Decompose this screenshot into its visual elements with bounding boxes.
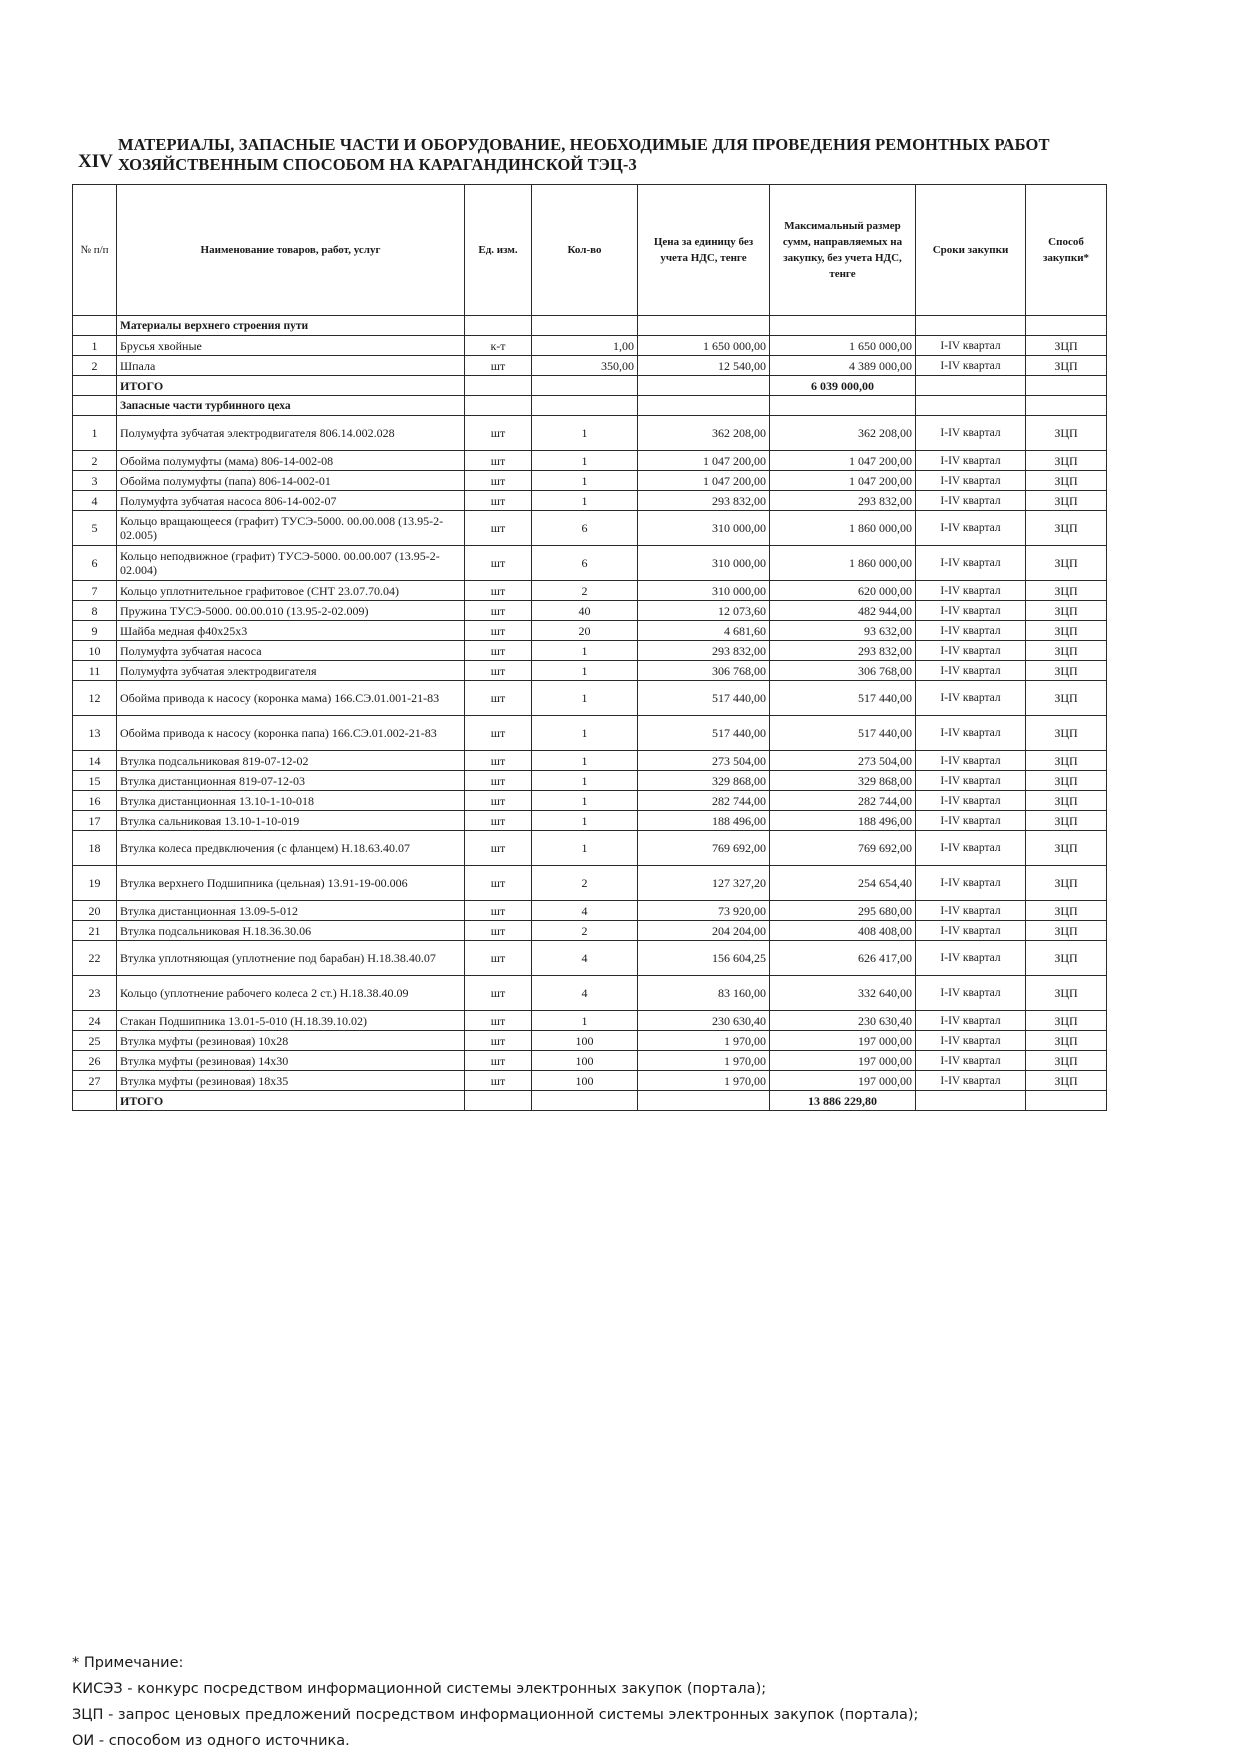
cell-num: 4 <box>73 491 117 511</box>
cell-price: 310 000,00 <box>638 511 770 546</box>
cell-num: 7 <box>73 581 117 601</box>
cell-period: I-IV квартал <box>916 866 1026 901</box>
cell-price: 73 920,00 <box>638 901 770 921</box>
header-unit: Ед. изм. <box>465 185 532 316</box>
cell-period: I-IV квартал <box>916 581 1026 601</box>
cell-name: Кольцо (уплотнение рабочего колеса 2 ст.) Н.18.38.40.09 <box>117 976 465 1011</box>
cell-name: Шайба медная ф40х25х3 <box>117 621 465 641</box>
cell-unit: шт <box>465 511 532 546</box>
cell-qty: 1 <box>532 681 638 716</box>
cell-unit: шт <box>465 1051 532 1071</box>
cell-qty: 1 <box>532 716 638 751</box>
cell-method: ЗЦП <box>1026 491 1107 511</box>
cell-price: 1 047 200,00 <box>638 451 770 471</box>
cell-method: ЗЦП <box>1026 941 1107 976</box>
table-row <box>73 976 1107 1011</box>
cell-price: 1 970,00 <box>638 1051 770 1071</box>
cell-num: 2 <box>73 451 117 471</box>
cell-name: Втулка подсальниковая Н.18.36.30.06 <box>117 921 465 941</box>
cell-qty: 2 <box>532 581 638 601</box>
cell-num: 6 <box>73 546 117 581</box>
header-num: № п/п <box>73 185 117 316</box>
cell-sum: 517 440,00 <box>770 716 916 751</box>
cell-sum: 1 860 000,00 <box>770 546 916 581</box>
cell-qty: 20 <box>532 621 638 641</box>
cell-name: Обойма полумуфты (мама) 806-14-002-08 <box>117 451 465 471</box>
cell-method: ЗЦП <box>1026 621 1107 641</box>
total-label: ИТОГО <box>117 1091 465 1111</box>
cell-method: ЗЦП <box>1026 661 1107 681</box>
cell-num: 5 <box>73 511 117 546</box>
total-sum: 6 039 000,00 <box>770 376 916 396</box>
cell-num: 14 <box>73 751 117 771</box>
title-line-2: ХОЗЯЙСТВЕННЫМ СПОСОБОМ НА КАРАГАНДИНСКОЙ ТЭЦ-3 <box>118 155 637 174</box>
cell-qty: 1 <box>532 831 638 866</box>
cell-unit: шт <box>465 831 532 866</box>
cell-name: Втулка муфты (резиновая) 14х30 <box>117 1051 465 1071</box>
cell-period: I-IV квартал <box>916 831 1026 866</box>
section-row <box>73 316 1107 336</box>
cell-price: 310 000,00 <box>638 581 770 601</box>
cell-qty: 40 <box>532 601 638 621</box>
table-row <box>73 921 1107 941</box>
cell-name: Втулка сальниковая 13.10-1-10-019 <box>117 811 465 831</box>
cell-price: 12 073,60 <box>638 601 770 621</box>
cell-method: ЗЦП <box>1026 681 1107 716</box>
cell-period: I-IV квартал <box>916 771 1026 791</box>
header-price: Цена за единицу без учета НДС, тенге <box>638 185 770 316</box>
note-zcp: ЗЦП - запрос ценовых предложений посредством информационной системы электронных закупок (портала); <box>72 1707 919 1723</box>
section-row <box>73 396 1107 416</box>
cell-qty: 6 <box>532 511 638 546</box>
cell-unit: шт <box>465 601 532 621</box>
cell-period: I-IV квартал <box>916 511 1026 546</box>
cell-sum: 332 640,00 <box>770 976 916 1011</box>
cell-period: I-IV квартал <box>916 601 1026 621</box>
cell-num: 1 <box>73 416 117 451</box>
cell-method: ЗЦП <box>1026 751 1107 771</box>
table-row <box>73 601 1107 621</box>
cell-period: I-IV квартал <box>916 921 1026 941</box>
cell-period: I-IV квартал <box>916 416 1026 451</box>
cell-unit: шт <box>465 451 532 471</box>
cell-price: 4 681,60 <box>638 621 770 641</box>
cell-num: 27 <box>73 1071 117 1091</box>
table-row <box>73 751 1107 771</box>
cell-sum: 93 632,00 <box>770 621 916 641</box>
cell-num: 21 <box>73 921 117 941</box>
header-sum: Максимальный размер сумм, направляемых на закупку, без учета НДС, тенге <box>770 185 916 316</box>
cell-period: I-IV квартал <box>916 901 1026 921</box>
cell-num: 24 <box>73 1011 117 1031</box>
cell-price: 127 327,20 <box>638 866 770 901</box>
table-row: 1 Брусья хвойные к-т 1,00 1 650 000,00 1 650 000,00 I-IV квартал ЗЦП <box>73 336 1107 356</box>
cell-qty: 2 <box>532 866 638 901</box>
cell-name: Втулка колеса предвключения (с фланцем) Н.18.63.40.07 <box>117 831 465 866</box>
cell-qty: 100 <box>532 1051 638 1071</box>
cell-name: Обойма полумуфты (папа) 806-14-002-01 <box>117 471 465 491</box>
cell-unit: шт <box>465 621 532 641</box>
cell-method: ЗЦП <box>1026 901 1107 921</box>
table-row <box>73 581 1107 601</box>
total-label: ИТОГО <box>117 376 465 396</box>
cell-name: Обойма привода к насосу (коронка папа) 166.СЭ.01.002-21-83 <box>117 716 465 751</box>
cell-method: ЗЦП <box>1026 471 1107 491</box>
cell-qty: 2 <box>532 921 638 941</box>
cell-period: I-IV квартал <box>916 811 1026 831</box>
cell-price: 273 504,00 <box>638 751 770 771</box>
cell-name: Кольцо вращающееся (графит) ТУСЭ-5000. 00.00.008 (13.95-2-02.005) <box>117 511 465 546</box>
cell-sum: 230 630,40 <box>770 1011 916 1031</box>
cell-unit: шт <box>465 581 532 601</box>
cell-sum: 362 208,00 <box>770 416 916 451</box>
cell-sum: 620 000,00 <box>770 581 916 601</box>
notes-title: * Примечание: <box>72 1655 184 1671</box>
footnotes <box>72 1650 918 1754</box>
cell-name: Полумуфта зубчатая насоса 806-14-002-07 <box>117 491 465 511</box>
cell-period: I-IV квартал <box>916 451 1026 471</box>
table-row <box>73 716 1107 751</box>
cell-period: I-IV квартал <box>916 471 1026 491</box>
cell-name: Втулка дистанционная 13.10-1-10-018 <box>117 791 465 811</box>
cell-qty: 1 <box>532 771 638 791</box>
cell-num: 16 <box>73 791 117 811</box>
cell-sum: 329 868,00 <box>770 771 916 791</box>
cell-qty: 1 <box>532 661 638 681</box>
cell-method: ЗЦП <box>1026 771 1107 791</box>
cell-unit: шт <box>465 491 532 511</box>
cell-period: I-IV квартал <box>916 716 1026 751</box>
cell-qty: 4 <box>532 901 638 921</box>
cell-num: 17 <box>73 811 117 831</box>
cell-qty: 1 <box>532 1011 638 1031</box>
cell-unit: шт <box>465 921 532 941</box>
section2-body <box>73 416 1107 1091</box>
cell-name: Втулка дистанционная 819-07-12-03 <box>117 771 465 791</box>
cell-price: 769 692,00 <box>638 831 770 866</box>
table-row <box>73 451 1107 471</box>
cell-period: I-IV квартал <box>916 941 1026 976</box>
cell-price: 293 832,00 <box>638 641 770 661</box>
cell-qty: 1 <box>532 451 638 471</box>
cell-price: 517 440,00 <box>638 681 770 716</box>
cell-sum: 197 000,00 <box>770 1071 916 1091</box>
cell-price: 204 204,00 <box>638 921 770 941</box>
cell-method: ЗЦП <box>1026 451 1107 471</box>
total-row <box>73 376 1107 396</box>
cell-unit: шт <box>465 811 532 831</box>
cell-price: 293 832,00 <box>638 491 770 511</box>
cell-num: 3 <box>73 471 117 491</box>
cell-method: ЗЦП <box>1026 1051 1107 1071</box>
cell-method: ЗЦП <box>1026 976 1107 1011</box>
cell-price: 310 000,00 <box>638 546 770 581</box>
cell-qty: 1 <box>532 471 638 491</box>
cell-price: 282 744,00 <box>638 791 770 811</box>
cell-sum: 482 944,00 <box>770 601 916 621</box>
table-row <box>73 471 1107 491</box>
cell-num: 12 <box>73 681 117 716</box>
cell-unit: шт <box>465 681 532 716</box>
cell-qty: 1 <box>532 491 638 511</box>
cell-price: 230 630,40 <box>638 1011 770 1031</box>
cell-unit: шт <box>465 791 532 811</box>
table-row <box>73 491 1107 511</box>
cell-unit: шт <box>465 1011 532 1031</box>
cell-qty: 1 <box>532 641 638 661</box>
cell-qty: 100 <box>532 1071 638 1091</box>
cell-name: Втулка муфты (резиновая) 18х35 <box>117 1071 465 1091</box>
cell-period: I-IV квартал <box>916 976 1026 1011</box>
cell-unit: шт <box>465 661 532 681</box>
table-row <box>73 941 1107 976</box>
cell-qty: 1 <box>532 811 638 831</box>
cell-sum: 188 496,00 <box>770 811 916 831</box>
cell-name: Полумуфта зубчатая насоса <box>117 641 465 661</box>
cell-price: 1 970,00 <box>638 1071 770 1091</box>
cell-period: I-IV квартал <box>916 1071 1026 1091</box>
cell-name: Втулка подсальниковая 819-07-12-02 <box>117 751 465 771</box>
cell-num: 26 <box>73 1051 117 1071</box>
table-row <box>73 661 1107 681</box>
table-row <box>73 1031 1107 1051</box>
section-title: Материалы верхнего строения пути <box>117 316 465 336</box>
cell-num: 23 <box>73 976 117 1011</box>
cell-method: ЗЦП <box>1026 866 1107 901</box>
cell-period: I-IV квартал <box>916 681 1026 716</box>
cell-method: ЗЦП <box>1026 581 1107 601</box>
cell-num: 19 <box>73 866 117 901</box>
total-row <box>73 1091 1107 1111</box>
cell-qty: 1 <box>532 791 638 811</box>
cell-method: ЗЦП <box>1026 921 1107 941</box>
cell-method: ЗЦП <box>1026 716 1107 751</box>
cell-period: I-IV квартал <box>916 546 1026 581</box>
section-number: XIV <box>78 151 113 172</box>
cell-num: 8 <box>73 601 117 621</box>
header-method: Способ закупки* <box>1026 185 1107 316</box>
cell-num: 20 <box>73 901 117 921</box>
cell-method: ЗЦП <box>1026 641 1107 661</box>
cell-name: Пружина ТУСЭ-5000. 00.00.010 (13.95-2-02.009) <box>117 601 465 621</box>
cell-price: 188 496,00 <box>638 811 770 831</box>
header-qty: Кол-во <box>532 185 638 316</box>
cell-sum: 1 047 200,00 <box>770 471 916 491</box>
cell-price: 156 604,25 <box>638 941 770 976</box>
cell-sum: 293 832,00 <box>770 491 916 511</box>
cell-period: I-IV квартал <box>916 1031 1026 1051</box>
cell-price: 329 868,00 <box>638 771 770 791</box>
header-row <box>73 185 1107 316</box>
cell-method: ЗЦП <box>1026 1031 1107 1051</box>
table-row <box>73 831 1107 866</box>
cell-unit: шт <box>465 1031 532 1051</box>
note-oi: ОИ - способом из одного источника. <box>72 1733 350 1749</box>
cell-sum: 295 680,00 <box>770 901 916 921</box>
cell-method: ЗЦП <box>1026 511 1107 546</box>
cell-period: I-IV квартал <box>916 1011 1026 1031</box>
cell-unit: шт <box>465 976 532 1011</box>
table-row <box>73 546 1107 581</box>
cell-price: 362 208,00 <box>638 416 770 451</box>
cell-method: ЗЦП <box>1026 831 1107 866</box>
cell-unit: шт <box>465 416 532 451</box>
cell-name: Втулка муфты (резиновая) 10х28 <box>117 1031 465 1051</box>
table-row <box>73 866 1107 901</box>
cell-name: Втулка верхнего Подшипника (цельная) 13.91-19-00.006 <box>117 866 465 901</box>
cell-unit: шт <box>465 866 532 901</box>
total-sum: 13 886 229,80 <box>770 1091 916 1111</box>
cell-num: 9 <box>73 621 117 641</box>
cell-num: 15 <box>73 771 117 791</box>
cell-sum: 282 744,00 <box>770 791 916 811</box>
header-name: Наименование товаров, работ, услуг <box>117 185 465 316</box>
cell-sum: 517 440,00 <box>770 681 916 716</box>
cell-qty: 4 <box>532 976 638 1011</box>
cell-sum: 306 768,00 <box>770 661 916 681</box>
cell-qty: 6 <box>532 546 638 581</box>
cell-period: I-IV квартал <box>916 751 1026 771</box>
cell-qty: 1 <box>532 751 638 771</box>
table-row <box>73 416 1107 451</box>
cell-period: I-IV квартал <box>916 491 1026 511</box>
cell-unit: шт <box>465 901 532 921</box>
table-row <box>73 621 1107 641</box>
cell-price: 306 768,00 <box>638 661 770 681</box>
cell-method: ЗЦП <box>1026 546 1107 581</box>
cell-method: ЗЦП <box>1026 416 1107 451</box>
header-period: Сроки закупки <box>916 185 1026 316</box>
cell-period: I-IV квартал <box>916 661 1026 681</box>
cell-price: 83 160,00 <box>638 976 770 1011</box>
cell-price: 517 440,00 <box>638 716 770 751</box>
document-title <box>118 135 1118 175</box>
cell-qty: 4 <box>532 941 638 976</box>
cell-method: ЗЦП <box>1026 1071 1107 1091</box>
cell-unit: шт <box>465 471 532 491</box>
cell-sum: 626 417,00 <box>770 941 916 976</box>
table-row <box>73 511 1107 546</box>
cell-method: ЗЦП <box>1026 601 1107 621</box>
procurement-table <box>72 184 1107 1111</box>
cell-name: Кольцо уплотнительное графитовое (СНТ 23.07.70.04) <box>117 581 465 601</box>
cell-num: 11 <box>73 661 117 681</box>
cell-unit: шт <box>465 771 532 791</box>
title-line-1: МАТЕРИАЛЫ, ЗАПАСНЫЕ ЧАСТИ И ОБОРУДОВАНИЕ, НЕОБХОДИМЫЕ ДЛЯ ПРОВЕДЕНИЯ РЕМОНТНЫХ РАБОТ <box>118 135 1050 154</box>
cell-price: 1 047 200,00 <box>638 471 770 491</box>
table-row <box>73 641 1107 661</box>
cell-name: Втулка уплотняющая (уплотнение под барабан) Н.18.38.40.07 <box>117 941 465 976</box>
cell-name: Полумуфта зубчатая электродвигателя 806.14.002.028 <box>117 416 465 451</box>
cell-unit: шт <box>465 546 532 581</box>
cell-sum: 197 000,00 <box>770 1031 916 1051</box>
cell-qty: 1 <box>532 416 638 451</box>
cell-sum: 273 504,00 <box>770 751 916 771</box>
table-row <box>73 1051 1107 1071</box>
cell-num: 13 <box>73 716 117 751</box>
cell-unit: шт <box>465 716 532 751</box>
table-row <box>73 1011 1107 1031</box>
cell-sum: 769 692,00 <box>770 831 916 866</box>
cell-name: Стакан Подшипника 13.01-5-010 (Н.18.39.10.02) <box>117 1011 465 1031</box>
cell-period: I-IV квартал <box>916 791 1026 811</box>
table-row <box>73 811 1107 831</box>
cell-method: ЗЦП <box>1026 791 1107 811</box>
cell-sum: 197 000,00 <box>770 1051 916 1071</box>
cell-name: Полумуфта зубчатая электродвигателя <box>117 661 465 681</box>
table-row: 2 Шпала шт 350,00 12 540,00 4 389 000,00 I-IV квартал ЗЦП <box>73 356 1107 376</box>
section-title: Запасные части турбинного цеха <box>117 396 465 416</box>
table-row <box>73 681 1107 716</box>
cell-unit: шт <box>465 1071 532 1091</box>
table-row <box>73 771 1107 791</box>
note-kisez: КИСЭЗ - конкурс посредством информационной системы электронных закупок (портала); <box>72 1681 767 1697</box>
cell-num: 25 <box>73 1031 117 1051</box>
cell-method: ЗЦП <box>1026 1011 1107 1031</box>
cell-period: I-IV квартал <box>916 641 1026 661</box>
cell-num: 18 <box>73 831 117 866</box>
cell-period: I-IV квартал <box>916 621 1026 641</box>
cell-sum: 1 047 200,00 <box>770 451 916 471</box>
cell-sum: 254 654,40 <box>770 866 916 901</box>
cell-sum: 408 408,00 <box>770 921 916 941</box>
cell-unit: шт <box>465 641 532 661</box>
cell-name: Обойма привода к насосу (коронка мама) 166.СЭ.01.001-21-83 <box>117 681 465 716</box>
table-row <box>73 901 1107 921</box>
cell-name: Втулка дистанционная 13.09-5-012 <box>117 901 465 921</box>
cell-qty: 100 <box>532 1031 638 1051</box>
cell-num: 10 <box>73 641 117 661</box>
cell-method: ЗЦП <box>1026 811 1107 831</box>
cell-price: 1 970,00 <box>638 1031 770 1051</box>
cell-sum: 293 832,00 <box>770 641 916 661</box>
cell-name: Кольцо неподвижное (графит) ТУСЭ-5000. 00.00.007 (13.95-2-02.004) <box>117 546 465 581</box>
cell-unit: шт <box>465 751 532 771</box>
table-row <box>73 1071 1107 1091</box>
cell-unit: шт <box>465 941 532 976</box>
cell-num: 22 <box>73 941 117 976</box>
table-row <box>73 791 1107 811</box>
cell-sum: 1 860 000,00 <box>770 511 916 546</box>
cell-period: I-IV квартал <box>916 1051 1026 1071</box>
